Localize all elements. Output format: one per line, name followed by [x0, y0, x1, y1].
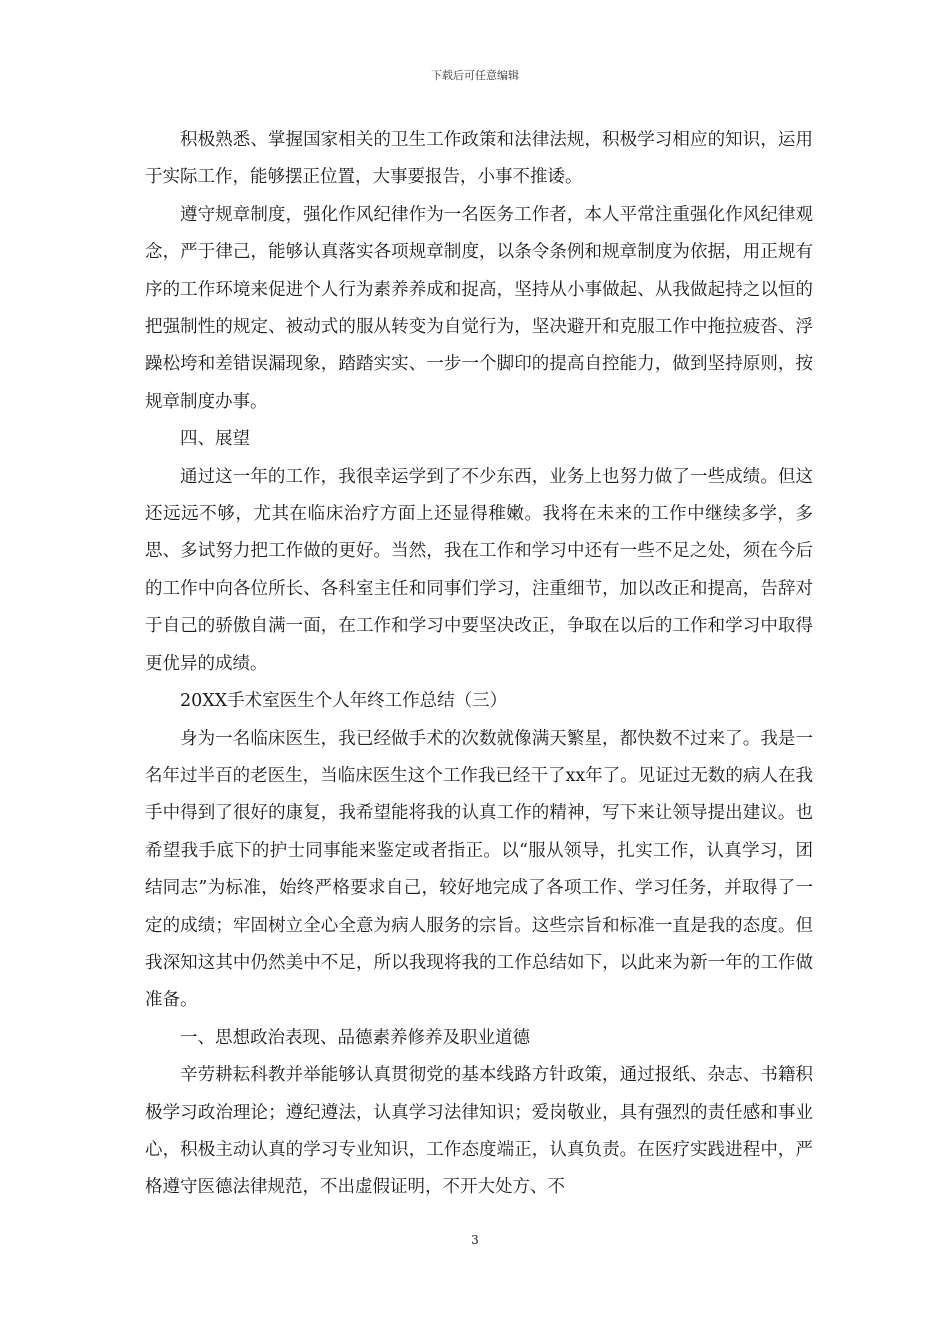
- paragraph-rules-discipline: 遵守规章制度，强化作风纪律作为一名医务工作者，本人平常注重强化作风纪律观念，严于律己，能够认真落实各项规章制度，以条令条例和规章制度为依据，用正规有序的工作环境来促进个人行为素养养成和捉高，坚持从小事做起、从我做起持之以恒的把强制性的规定、被动式的服从转变为自觉行为，坚决避开和克服工作中拖拉疲沓、浮躁松垮和差错误漏现象，踏踏实实、一步一个脚印的提高自控能力，做到坚持原则，按规章制度办事。: [145, 204, 813, 412]
- paragraph-clinical-doctor: 身为一名临床医生，我已经做手术的次数就像满天繁星，都快数不过来了。我是一名年过半百的老医生，当临床医生这个工作我已经干了xx年了。见证过无数的病人在我手中得到了很好的康复，我希望能将我的认真工作的精神，写下来让领导提出建议。也希望我手底下的护士同事能来鉴定或者指正。以“服从领导，扎实工作，认真学习，团结同志”为标准，始终严格要求自己，较好地完成了各项工作、学习任务，并取得了一定的成绩；牢固树立全心全意为病人服务的宗旨。这些宗旨和标准一直是我的态度。但我深知这其中仍然美中不足，所以我现将我的工作总结如下，以此来为新一年的工作做准备。: [145, 728, 813, 1011]
- page-number: 3: [471, 1233, 479, 1247]
- page-header: 下载后可任意编辑: [431, 69, 519, 82]
- paragraph-outlook: 通过这一年的工作，我很幸运学到了不少东西，业务上也努力做了一些成绩。但这还远远不够，尤其在临床治疗方面上还显得稚嫩。我将在未来的工作中继续多学，多思、多试努力把工作做的更好。当然，我在工作和学习中还有一些不足之处，须在今后的工作中向各位所长、各科室主任和同事们学习，注重细节，加以改正和提高，告辞对于自己的骄傲自满一面，在工作和学习中要坚决改正，争取在以后的工作和学习中取得更优异的成绩。: [145, 466, 813, 674]
- paragraph-policy-study: 积极熟悉、掌握国家相关的卫生工作政策和法律法规，积极学习相应的知识，运用于实际工作，能够摆正位置，大事要报告，小事不推诿。: [145, 130, 813, 188]
- section-heading-ideology: 一、思想政治表现、品德素养修养及职业道德: [180, 1027, 530, 1048]
- paragraph-ideology: 辛劳耕耘科教并举能够认真贯彻党的基本线路方针政策，通过报纸、杂志、书籍积极学习政治理论；遵纪遵法，认真学习法律知识；爱岗敬业，具有强烈的责任感和事业心，积极主动认真的学习专业知识，工作态度端正，认真负责。在医疗实践进程中，严格遵守医德法律规范，不出虚假证明，不开大处方、不: [145, 1065, 813, 1198]
- section-heading-outlook: 四、展望: [180, 429, 250, 450]
- document-body: [145, 122, 813, 1207]
- section-heading-summary-three: 20XX手术室医生个人年终工作总结（三）: [180, 691, 508, 712]
